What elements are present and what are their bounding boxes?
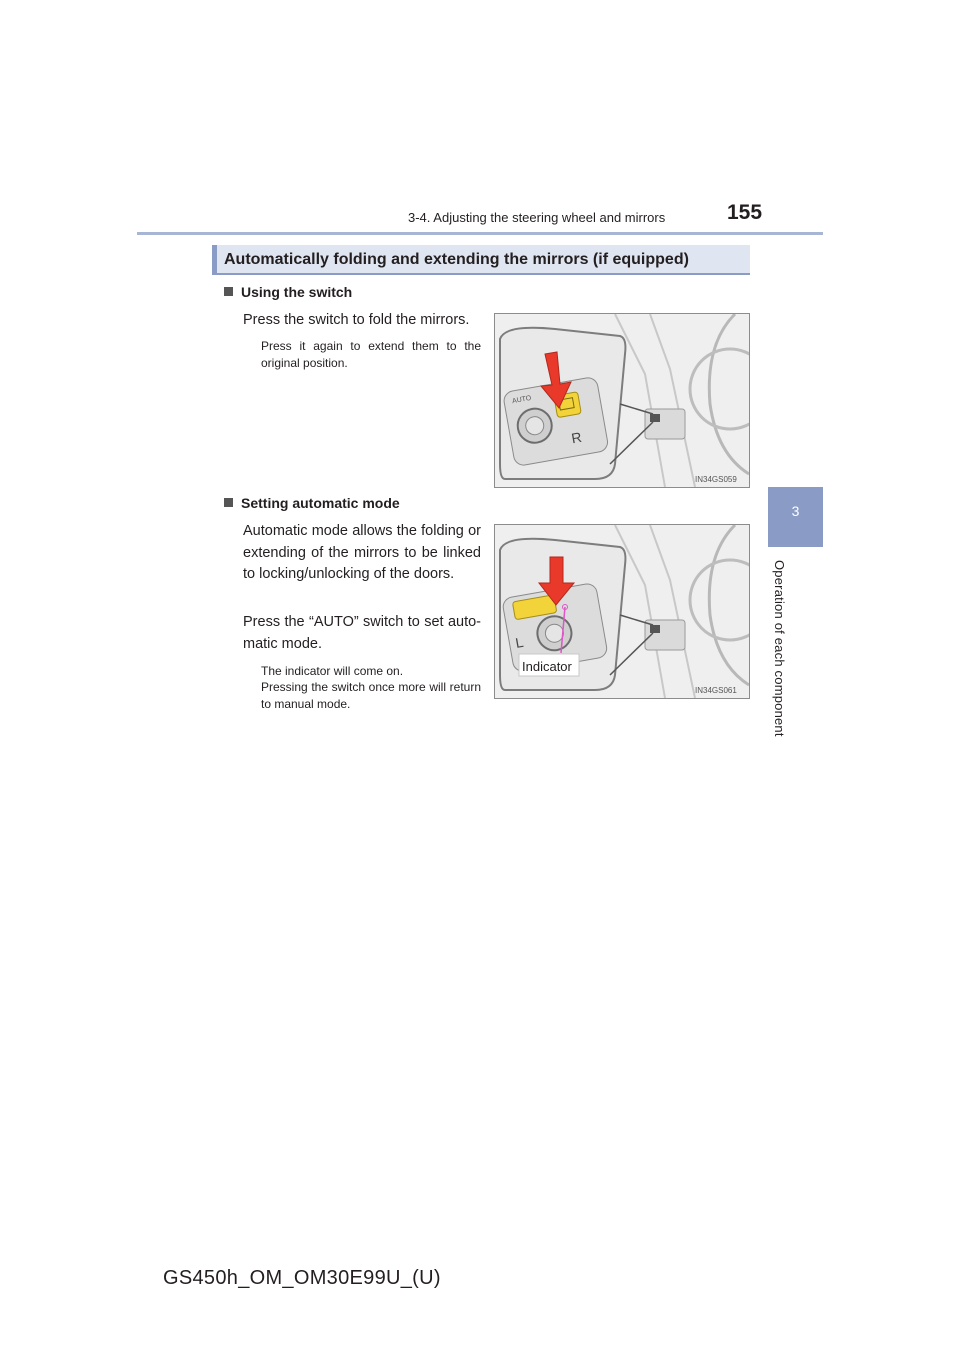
square-bullet-icon: [224, 498, 233, 507]
note-extend: Press it again to extend them to the original position.: [261, 339, 481, 370]
figure-mirror-switch: [494, 313, 750, 488]
square-bullet-icon: [224, 287, 233, 296]
paragraph-auto-description: Automatic mode allows the folding or extending of the mirrors to be linked to locking/unlocking of the doors.: [243, 523, 481, 582]
figure-code: IN34GS059: [695, 475, 737, 484]
subheading-automatic-mode: Setting automatic mode: [224, 495, 400, 511]
section-title: Automatically folding and extending the mirrors (if equipped): [224, 251, 689, 268]
note-indicator: The indicator will come on.: [261, 664, 404, 678]
subheading-using-switch: Using the switch: [224, 284, 352, 300]
svg-text:R: R: [570, 428, 583, 447]
running-header: 3-4. Adjusting the steering wheel and mirrors: [408, 210, 666, 225]
chapter-number: 3: [791, 503, 800, 519]
section-bar-underline: [212, 273, 750, 275]
indicator-callout: Indicator: [522, 659, 572, 674]
svg-text:L: L: [514, 633, 525, 652]
paragraph-fold: Press the switch to fold the mirrors.: [243, 312, 470, 328]
document-code: GS450h_OM_OM30E99U_(U): [163, 1267, 441, 1289]
figure-code: IN34GS061: [695, 686, 737, 695]
chapter-title: Operation of each component: [772, 560, 787, 737]
note-manual: Pressing the switch once more will return to manual mode.: [261, 680, 481, 711]
page-number: 155: [727, 201, 763, 224]
header-rule: [137, 232, 823, 235]
figure-auto-switch: [494, 524, 750, 699]
paragraph-press-auto: Press the “AUTO” switch to set auto-matic mode.: [243, 614, 481, 652]
svg-text:AUTO: AUTO: [511, 394, 532, 406]
chapter-title-vertical: [769, 560, 789, 760]
